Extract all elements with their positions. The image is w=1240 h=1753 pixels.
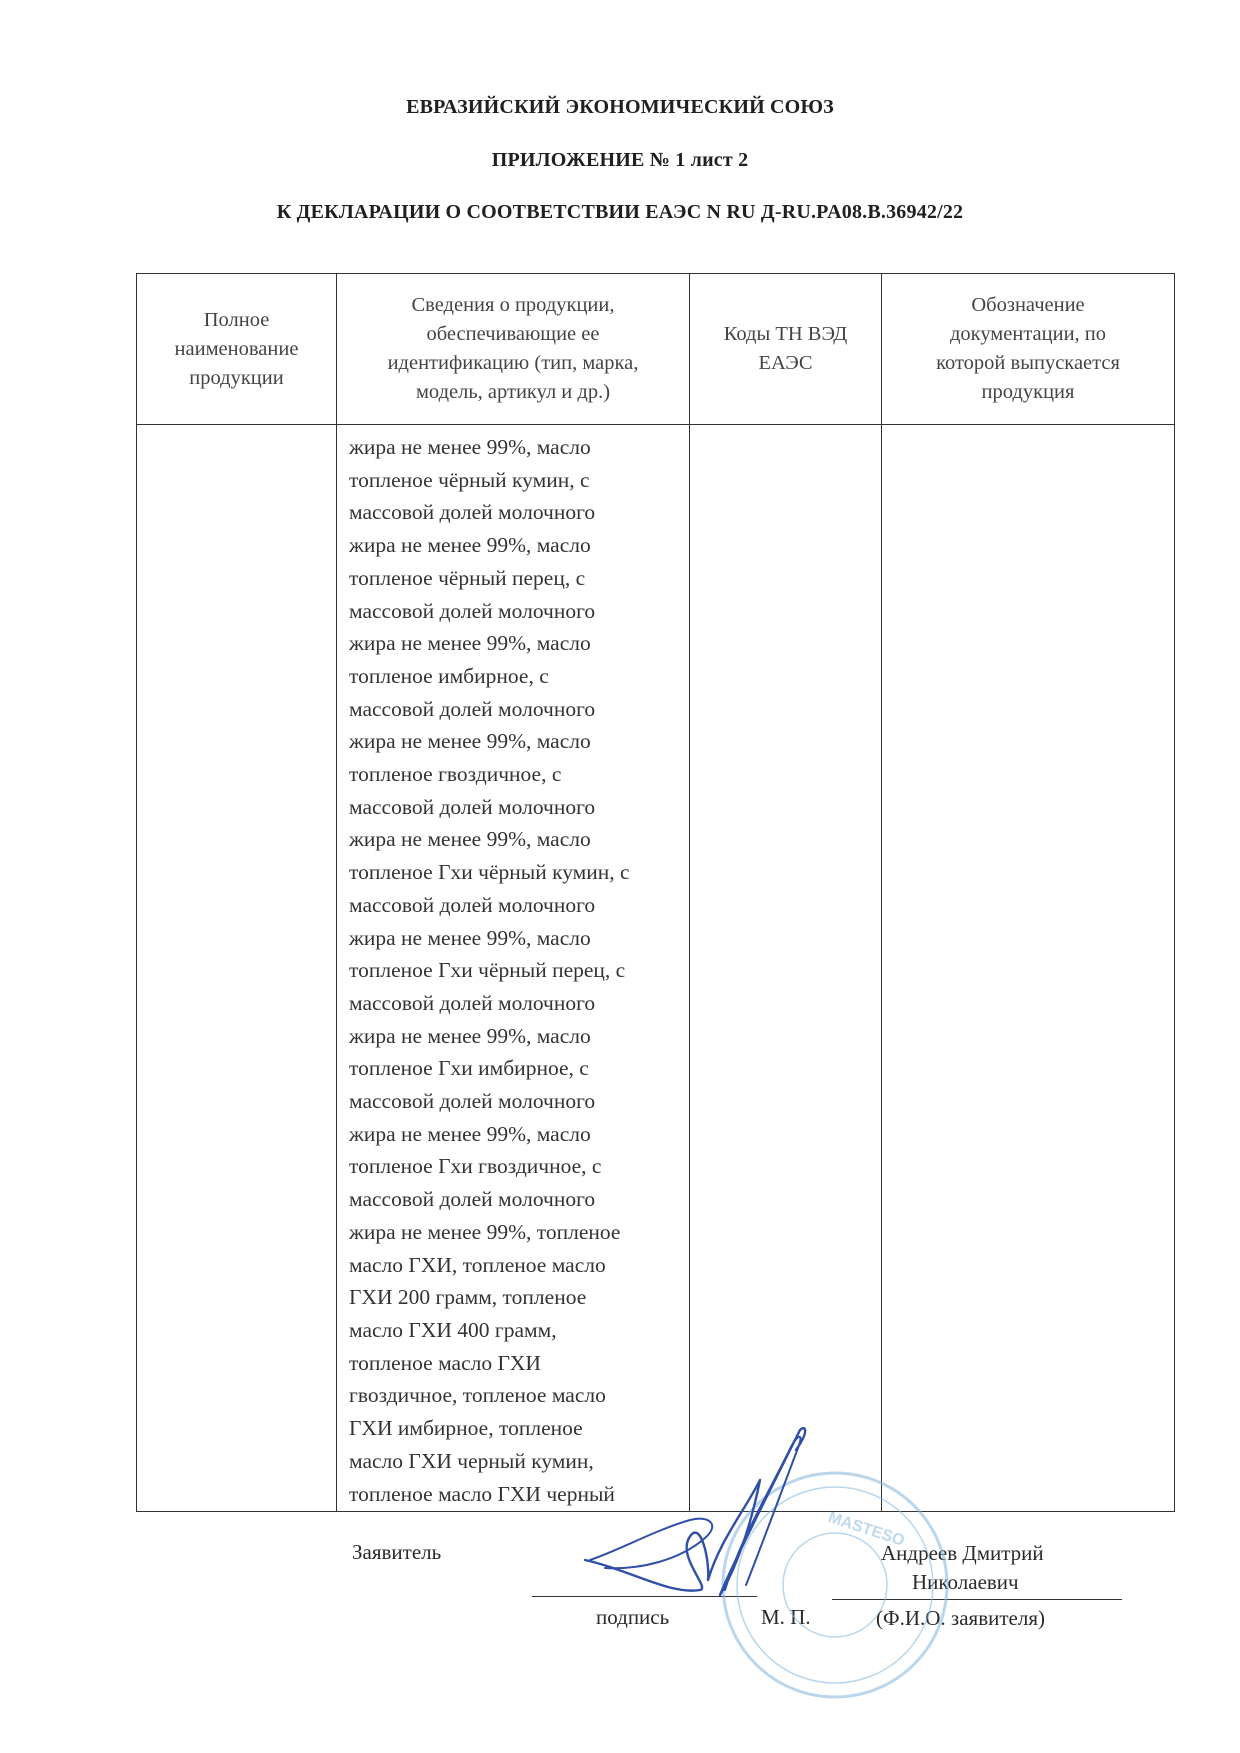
applicant-label: Заявитель [352,1540,442,1564]
product-info-line: массовой долей молочного [349,892,596,917]
product-info-line: массовой долей молочного [349,1089,596,1114]
product-info-line: массовой долей молочного [349,794,596,819]
header-line: Сведения о продукции, [411,294,615,316]
cell-product-name [137,425,337,1512]
header-line: продукция [981,381,1075,403]
product-info-line: топленое гвоздичное, с [349,762,562,787]
applicant-name-line1: Андреев Дмитрий [881,1541,1044,1565]
product-info-line: масло ГХИ 400 грамм, [349,1317,557,1342]
product-info-line: жира не менее 99%, масло [349,827,591,852]
header-line: Коды ТН ВЭД [723,323,848,345]
product-info-line: массовой долей молочного [349,500,596,525]
header-line: продукции [189,366,284,389]
cell-documentation [882,425,1175,1512]
product-info-line: жира не менее 99%, масло [349,1023,591,1048]
product-info-line: гвоздичное, топленое масло [349,1383,606,1408]
header-line: идентификацию (тип, марка, [387,352,639,374]
name-caption: (Ф.И.О. заявителя) [876,1606,1045,1630]
appendix-title: ПРИЛОЖЕНИЕ № 1 лист 2 [491,149,749,171]
cell-product-info [337,425,690,1512]
header-line: Полное [203,308,270,331]
product-info-line: масло ГХИ, топленое масло [349,1252,606,1277]
product-info-line: топленое Гхи гвоздичное, с [349,1154,602,1179]
product-info-line: массовой долей молочного [349,598,596,623]
column-header-product-info [337,274,690,425]
header-line: обеспечивающие ее [426,323,600,345]
header-line: Обозначение [971,294,1085,316]
column-header-documentation [882,274,1175,425]
applicant-signature [560,1420,860,1620]
product-info-line: топленое имбирное, с [349,663,549,688]
signature-caption: подпись [596,1605,670,1629]
header-line: которой выпускается [936,352,1120,374]
declaration-number-title: К ДЕКЛАРАЦИИ О СООТВЕТСТВИИ ЕАЭС N RU Д-RU.PA08.B.36942/22 [276,201,964,223]
header-line: документации, по [949,323,1107,345]
header-line: модель, артикул и др.) [415,381,611,403]
product-table [136,273,1175,1512]
product-info-line: ГХИ 200 грамм, топленое [349,1285,587,1310]
cell-tn-ved-codes [690,425,882,1512]
product-info-line: ГХИ имбирное, топленое [349,1416,583,1441]
column-header-tn-ved-codes [690,274,882,425]
applicant-name-line2: Николаевич [912,1570,1019,1594]
product-info-line: топленое чёрный перец, с [349,565,586,590]
product-info-line: топленое Гхи чёрный кумин, с [349,860,630,885]
product-info-line: топленое масло ГХИ [349,1350,541,1375]
product-info-line: масло ГХИ черный кумин, [349,1448,594,1473]
product-info-line: жира не менее 99%, масло [349,533,591,558]
product-info-line: жира не менее 99%, масло [349,435,591,459]
header-line: ЕАЭС [758,352,813,374]
product-info-line: массовой долей молочного [349,696,596,721]
product-info-line: массовой долей молочного [349,1187,596,1212]
product-info-line: топленое масло ГХИ черный [349,1481,615,1506]
product-info-line: жира не менее 99%, масло [349,1121,591,1146]
product-info-line: топленое Гхи имбирное, с [349,1056,589,1081]
product-info-line: массовой долей молочного [349,990,596,1015]
product-info-line: жира не менее 99%, масло [349,925,591,950]
product-info-line: жира не менее 99%, масло [349,631,591,656]
table-header-row [137,274,1175,425]
product-info-line: жира не менее 99%, топленое [349,1219,621,1244]
header-line: наименование [174,337,299,360]
product-info-line: топленое Гхи чёрный перец, с [349,958,626,983]
product-info-line: топленое чёрный кумин, с [349,467,590,492]
table-row [137,425,1175,1512]
product-info-line: жира не менее 99%, масло [349,729,591,754]
union-title: ЕВРАЗИЙСКИЙ ЭКОНОМИЧЕСКИЙ СОЮЗ [406,96,834,118]
column-header-product-name [137,274,337,425]
stamp-text: MASTESO [826,1509,907,1550]
seal-caption: М. П. [761,1605,811,1629]
